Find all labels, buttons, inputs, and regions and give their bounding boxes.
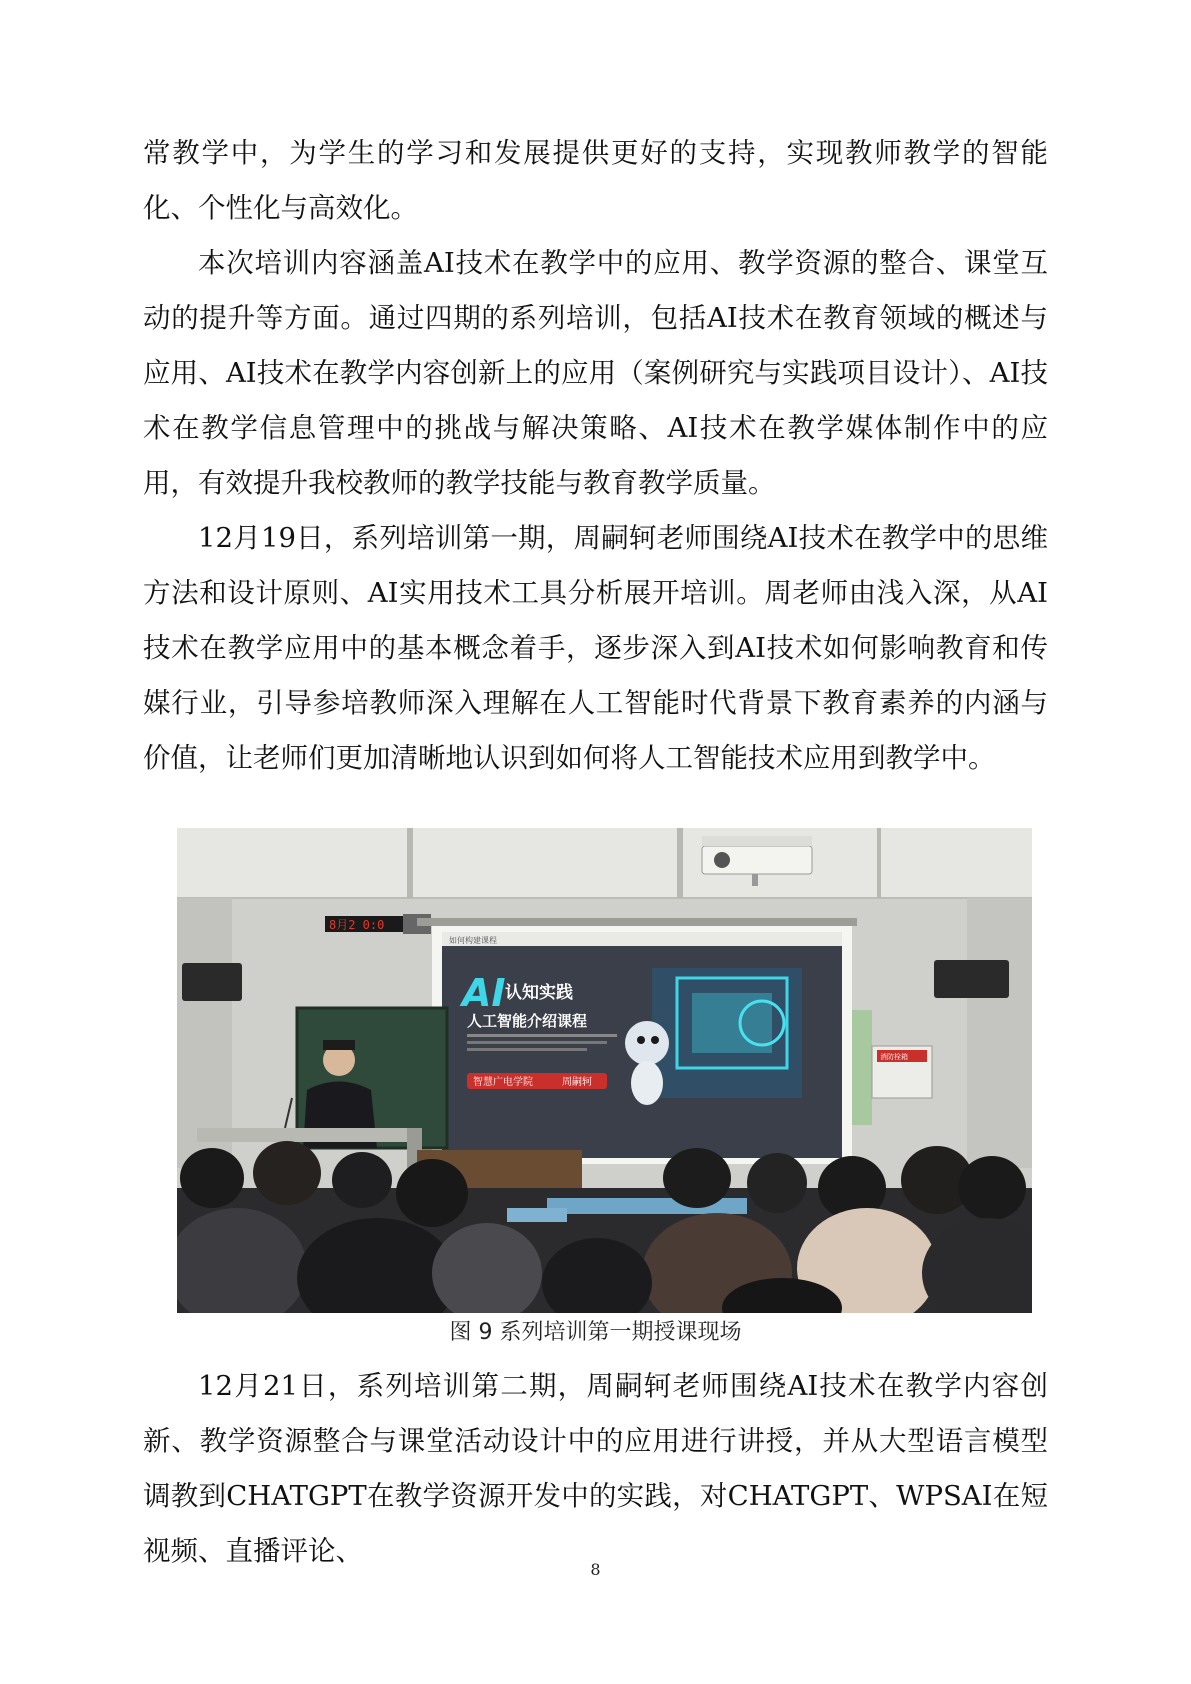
svg-text:8月2 0:0: 8月2 0:0 [329, 918, 385, 932]
svg-text:智慧广电学院: 智慧广电学院 [473, 1077, 533, 1088]
paragraph-1: 常教学中，为学生的学习和发展提供更好的支持，实现教师教学的智能化、个性化与高效化。 [143, 137, 1048, 224]
svg-text:AI: AI [462, 971, 506, 1015]
page-number: 8 [590, 1560, 601, 1579]
projection-screen [432, 926, 852, 1164]
right-speaker [934, 960, 1009, 998]
left-speaker [182, 963, 242, 1001]
svg-text:周嗣轲: 周嗣轲 [562, 1077, 592, 1088]
paragraph-4: 12月21日，系列培训第二期，周嗣轲老师围绕AI技术在教学内容创新、教学资源整合与课堂活动设计中的应用进行讲授，并从大型语言模型调教到CHATGPT在教学资源开发中的实践，对CHATGPT、WPSAI在短视频、直播评论、 [143, 1370, 1048, 1567]
figure-caption: 图 9 系列培训第一期授课现场 [449, 1320, 742, 1345]
body-text-bottom [143, 1359, 1048, 1579]
fire-box [872, 1046, 932, 1098]
training-photo [177, 828, 1032, 1313]
svg-text:消防栓箱: 消防栓箱 [880, 1053, 908, 1061]
led-display [325, 916, 415, 932]
paragraph-3: 12月19日，系列培训第一期，周嗣轲老师围绕AI技术在教学中的思维方法和设计原则、AI实用技术工具分析展开培训。周老师由浅入深，从AI技术在教学应用中的基本概念着手，逐步深入到AI技术如何影响教育和传媒行业，引导参培教师深入理解在人工智能时代背景下教育素养的内涵与价值，让老师们更加清晰地认识到如何将人工智能技术应用到教学中。 [143, 522, 1048, 774]
paragraph-2: 本次培训内容涵盖AI技术在教学中的应用、教学资源的整合、课堂互动的提升等方面。通过四期的系列培训，包括AI技术在教育领域的概述与应用、AI技术在教学内容创新上的应用（案例研究与实践项目设计）、AI技术在教学信息管理中的挑战与解决策略、AI技术在教学媒体制作中的应用，有效提升我校教师的教学技能与教育教学质量。 [143, 247, 1048, 499]
svg-text:人工智能介绍课程: 人工智能介绍课程 [467, 1012, 588, 1030]
svg-text:如何构建课程: 如何构建课程 [449, 936, 497, 945]
svg-text:认知实践: 认知实践 [505, 983, 573, 1003]
body-text-top [143, 126, 1048, 786]
